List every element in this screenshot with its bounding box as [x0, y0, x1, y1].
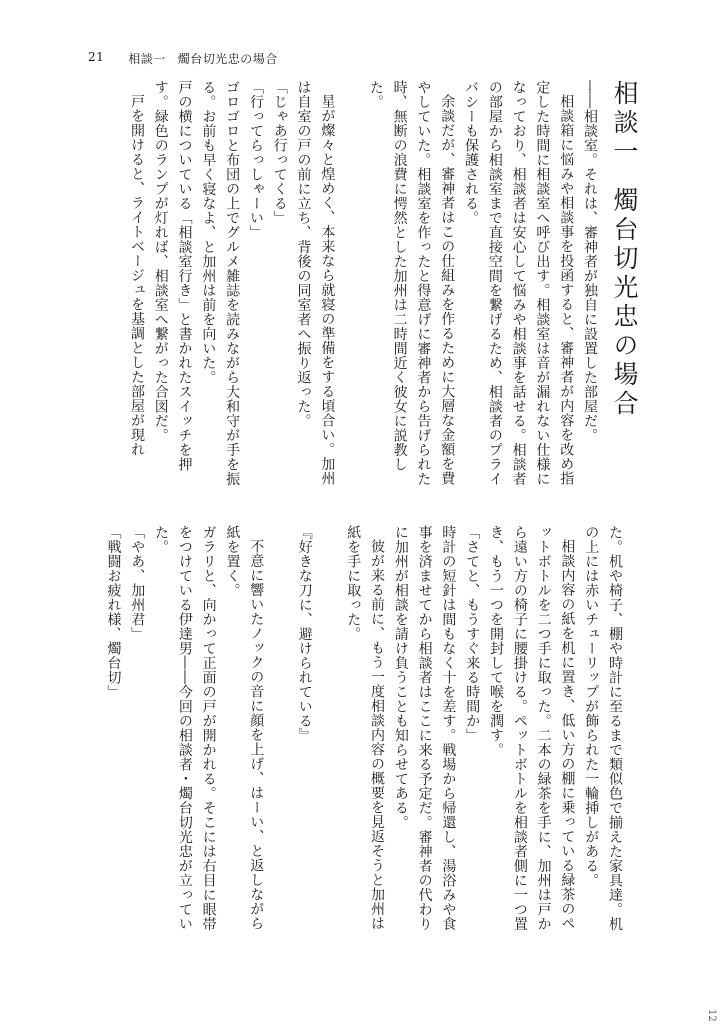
paragraph: た。机や椅子、棚や時計に至るまで類似色で揃えた家具達。机の上には赤いチューリップが飾られた一輪挿しがある。: [583, 525, 623, 931]
paragraph: ――相談室。それは、審神者が独自に設置した部屋だ。: [582, 80, 598, 443]
running-header: [88, 50, 278, 67]
paragraph: 相談内容の紙を机に置き、低い方の棚に乗っている緑茶のペットボトルを二つ手に取った。二本の緑茶を手に、加州は戸から遠い方の椅子に腰掛ける。ペットボトルを相談者側に一つ置き、もう一つを開封して喉を潤す。: [488, 525, 576, 931]
dialogue-line: 「やあ、加州君」: [129, 525, 146, 641]
corner-mark: 12: [706, 1009, 717, 1022]
dialogue-line: 「じゃあ行ってくる」: [271, 80, 288, 225]
paragraph: 戸を開けると、ライトベージュを基調とした部屋が現れ: [128, 94, 145, 457]
running-title-part1: 相談一: [128, 52, 166, 66]
paragraph: ゴロゴロと布団の上でグルメ雑誌を読みながら大和守が手を振る。お前も早く寝なよ、と加州は前を向いた。: [200, 80, 241, 486]
page-number: 21: [88, 50, 105, 64]
chapter-name: 燭台切光忠の場合: [610, 187, 639, 419]
quoted-line: 『好きな刀に、避けられている』: [296, 525, 313, 743]
paragraph: 彼が来る前に、もう一度相談内容の概要を見返そうと加州は紙を手に取った。: [345, 525, 386, 931]
paragraph: 戸の横についている「相談室行き」と書かれたスイッチを押す。緑色のランプが灯れば、相談室へ繋がった合図だ。: [152, 80, 193, 472]
paragraph: 余談だが、審神者はこの仕組みを作るために大層な金額を費やしていた。相談室を作ったと得意げに審神者から告げられた時、無断の浪費に愕然とした加州は二時間近く彼女に説教した。: [367, 80, 456, 486]
chapter-label: 相談一: [610, 80, 639, 167]
paragraph: 不意に響いたノックの音に顔を上げ、はーい、と返しながら紙を置く。: [224, 525, 265, 931]
dialogue-line: 「さてと、もうすぐ来る時間か」: [464, 525, 481, 743]
paragraph: 相談箱に悩みや相談事を投函すると、審神者が内容を改め指定した時間に相談室へ呼び出す。相談室は音が漏れない仕様になっており、相談者は安心して悩みや相談事を話せる。相談者の部屋から相談室まで直接空間を繋げるため、相談者のプライバシーも保護される。: [463, 80, 575, 486]
running-title: [128, 50, 278, 67]
chapter-title: [609, 80, 639, 419]
lower-text-block: [86, 525, 626, 935]
running-title-part2: 燭台切光忠の場合: [177, 52, 278, 66]
paragraph: ガラリと、向かって正面の戸が開かれる。そこには右目に眼帯をつけている伊達男――今回の相談者・燭台切光忠が立っていた。: [153, 525, 217, 931]
dialogue-line: 「行ってらっしゃーい」: [247, 80, 264, 240]
paragraph: 時計の短針は間もなく十を差す。戦場から帰還し、湯浴みや食事を済ませてから相談者はここに来る予定だ。審神者の代わりに加州が相談を請け負うことも知らせてある。: [392, 525, 457, 931]
upper-text-block: [101, 80, 601, 495]
paragraph: 星が燦々と煌めく、本来なら就寝の準備をする頃合い。加州は自室の戸の前に立ち、背後の同室者へ振り返った。: [295, 80, 336, 486]
dialogue-line: 「戦闘お疲れ様、燭台切」: [105, 525, 122, 699]
